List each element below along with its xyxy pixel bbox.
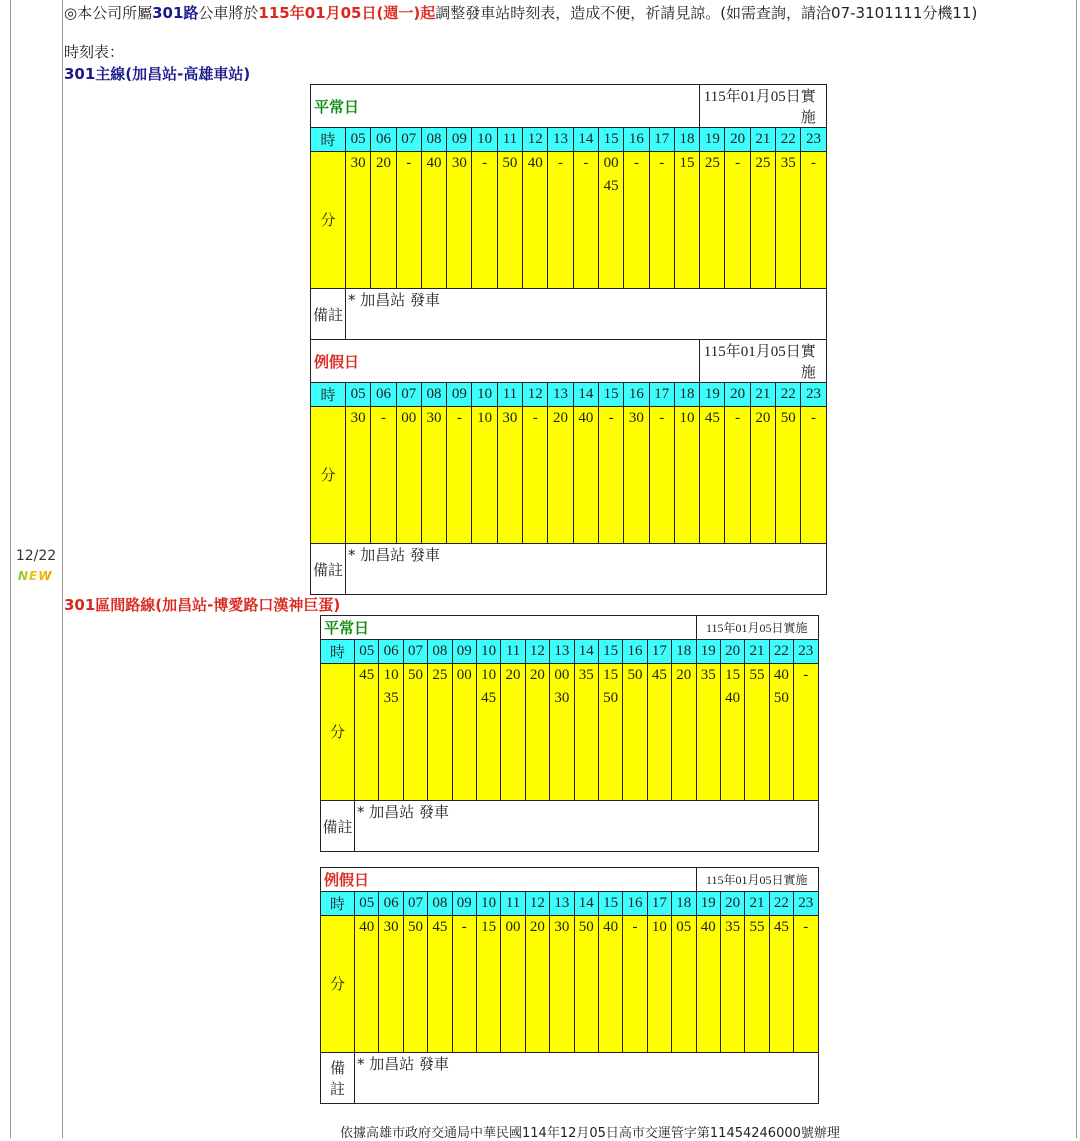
hour-cell: 05 [355,892,379,916]
minute-cell [598,664,622,801]
timetable-label: 時刻表： [64,43,125,61]
hour-cell: 12 [525,640,549,664]
left-border [10,0,11,1138]
minute-cell [573,407,598,544]
minute-cell [548,152,573,289]
minute-cell [776,407,801,544]
departure-minute: 35 [578,667,594,683]
minute-cell [476,916,500,1053]
minute-cell [649,152,674,289]
timetable-main-holiday [310,339,827,595]
minute-cell [379,916,403,1053]
departure-minute: 00 [554,667,570,683]
minute-cell [421,152,446,289]
hour-cell: 21 [745,640,769,664]
departure-minute: 10 [651,919,667,935]
departure-minute: 10 [481,667,497,683]
hour-cell: 18 [674,128,699,152]
hour-cell: 21 [750,128,775,152]
departure-minute: - [406,155,412,171]
minute-cell [776,152,801,289]
hour-cell: 11 [497,128,522,152]
day-type: 平常日 [321,616,697,640]
minute-cell [720,916,744,1053]
departure-minute: - [659,155,665,171]
departure-minute: - [632,919,638,935]
minute-cell [750,407,775,544]
departure-minute: 45 [359,667,375,683]
departure-minute: - [461,919,467,935]
hour-cell: 23 [794,892,818,916]
remark-text: * 加昌站 發車 [355,801,819,852]
hour-cell: 12 [523,128,548,152]
minute-cell [548,407,573,544]
minute-cell [371,407,396,544]
remark-text: * 加昌站 發車 [355,1053,819,1104]
minute-cell [421,407,446,544]
minute-cell [750,152,775,289]
remark-text: * 加昌站 發車 [346,544,827,595]
departure-minute: 45 [704,410,720,426]
hour-cell: 07 [403,892,427,916]
hour-cell: 17 [649,128,674,152]
minute-cell [700,407,725,544]
hour-cell: 23 [801,128,826,152]
hour-cell: 19 [696,640,720,664]
minute-cell [550,664,574,801]
minute-cell [525,664,549,801]
departure-minute: - [608,410,614,426]
minute-cell [696,916,720,1053]
departure-minute: 40 [578,410,594,426]
departure-minute: 15 [725,667,741,683]
departure-minute: 20 [676,667,692,683]
hour-cell: 16 [624,128,649,152]
hour-cell: 13 [548,128,573,152]
hour-cell: 13 [550,640,574,664]
effective-date: 115年01月05日實施 [700,340,827,383]
departure-minute: 40 [700,919,716,935]
day-type: 平常日 [311,85,700,128]
hour-cell: 05 [355,640,379,664]
minute-cell [696,664,720,801]
departure-minute: 50 [627,667,643,683]
minute-cell [624,152,649,289]
minute-cell [801,152,826,289]
hour-cell: 19 [700,128,725,152]
remark-label: 備註 [311,289,346,340]
hour-label: 時 [321,892,355,916]
departure-minute: 30 [426,410,442,426]
hour-cell: 08 [428,640,452,664]
departure-minute: - [735,410,741,426]
hour-cell: 16 [623,640,647,664]
minute-cell [379,664,403,801]
route-title-main: 301主線(加昌站-高雄車站) [64,65,251,83]
minute-cell [573,152,598,289]
departure-minute: 00 [456,667,472,683]
minute-cell [525,916,549,1053]
departure-minute: 50 [578,919,594,935]
departure-minute: - [583,155,589,171]
hour-cell: 05 [346,383,371,407]
effective-date: 115年01月05日實施 [696,868,818,892]
minute-cell [346,407,371,544]
hour-cell: 09 [447,128,472,152]
minute-cell [447,152,472,289]
minute-cell [447,407,472,544]
minute-cell [647,664,671,801]
minute-cell [523,407,548,544]
hour-cell: 15 [598,892,622,916]
hour-cell: 14 [574,640,598,664]
minute-cell [472,152,497,289]
timetable-main-weekday [310,84,827,340]
minute-cell [523,152,548,289]
departure-minute: 15 [481,919,497,935]
notice-route: 301路 [152,4,199,22]
departure-minute: 20 [755,410,771,426]
departure-minute: 35 [383,690,399,706]
departure-minute: 35 [780,155,796,171]
hour-cell: 06 [379,640,403,664]
minute-cell [725,152,750,289]
hour-cell: 17 [649,383,674,407]
hour-cell: 07 [403,640,427,664]
minute-cell [623,664,647,801]
departure-minute: 30 [350,410,366,426]
departure-minute: 20 [529,667,545,683]
minute-cell [794,664,818,801]
minute-cell [647,916,671,1053]
minute-cell [428,916,452,1053]
hour-label: 時 [311,128,346,152]
minute-cell [452,664,476,801]
departure-minute: 40 [527,155,543,171]
departure-minute: 00 [603,155,619,171]
minute-cell [574,916,598,1053]
hour-cell: 11 [501,640,525,664]
hour-cell: 05 [346,128,371,152]
departure-minute: 45 [432,919,448,935]
minute-cell [674,407,699,544]
departure-minute: 45 [651,667,667,683]
hour-cell: 15 [598,128,623,152]
minute-cell [497,152,522,289]
minute-cell [396,407,421,544]
timetable-interval-weekday [320,615,819,852]
minute-label: 分 [311,407,346,544]
hour-cell: 12 [523,383,548,407]
minute-cell [745,916,769,1053]
hour-cell: 19 [700,383,725,407]
effective-date: 115年01月05日實施 [700,85,827,128]
departure-minute: 35 [700,667,716,683]
hour-cell: 18 [674,383,699,407]
departure-minute: 30 [554,919,570,935]
post-date: 12/22 [15,548,57,564]
hour-cell: 22 [769,640,793,664]
hour-cell: 09 [447,383,472,407]
notice-part: ◎本公司所屬 [64,4,153,22]
departure-minute: 30 [554,690,570,706]
minute-cell [497,407,522,544]
hour-cell: 13 [550,892,574,916]
minute-cell [598,407,623,544]
minute-cell [769,916,793,1053]
departure-minute: - [659,410,665,426]
departure-minute: 00 [505,919,521,935]
departure-minute: 15 [679,155,695,171]
route-title-interval: 301區間路線(加昌站-博愛路口漢神巨蛋) [64,596,341,614]
departure-minute: - [803,919,809,935]
minute-cell [623,916,647,1053]
departure-minute: 05 [676,919,692,935]
departure-minute: - [456,410,462,426]
hour-cell: 13 [548,383,573,407]
hour-cell: 23 [801,383,826,407]
minute-cell [472,407,497,544]
minute-cell [501,916,525,1053]
minute-label: 分 [321,916,355,1053]
hour-cell: 06 [371,383,396,407]
departure-minute: 20 [529,919,545,935]
column-divider [62,0,63,1138]
hour-label: 時 [321,640,355,664]
minute-cell [396,152,421,289]
minute-cell [403,916,427,1053]
departure-minute: - [633,155,639,171]
hour-cell: 08 [421,128,446,152]
hour-cell: 14 [573,383,598,407]
departure-minute: - [532,410,538,426]
hour-cell: 17 [647,892,671,916]
departure-minute: 50 [407,919,423,935]
departure-minute: 45 [773,919,789,935]
departure-minute: 20 [375,155,391,171]
departure-minute: 30 [502,410,518,426]
day-type: 例假日 [311,340,700,383]
minute-cell [674,152,699,289]
hour-cell: 15 [598,383,623,407]
departure-minute: 40 [603,919,619,935]
departure-minute: 30 [350,155,366,171]
hour-cell: 16 [623,892,647,916]
effective-date: 115年01月05日實施 [696,616,818,640]
hour-cell: 12 [525,892,549,916]
minute-cell [794,916,818,1053]
hour-cell: 10 [476,892,500,916]
minute-label: 分 [311,152,346,289]
departure-minute: 10 [383,667,399,683]
notice-text [64,2,977,23]
hour-cell: 20 [720,640,744,664]
minute-cell [672,916,696,1053]
minute-cell [371,152,396,289]
hour-cell: 17 [647,640,671,664]
departure-minute: - [735,155,741,171]
hour-cell: 19 [696,892,720,916]
remark-label: 備註 [311,544,346,595]
remark-label: 備註 [321,801,355,852]
departure-minute: 55 [749,919,765,935]
departure-minute: 45 [603,178,619,194]
hour-label: 時 [311,383,346,407]
departure-minute: 25 [755,155,771,171]
departure-minute: 40 [426,155,442,171]
hour-cell: 10 [472,383,497,407]
hour-cell: 18 [672,892,696,916]
departure-minute: 20 [553,410,569,426]
minute-cell [403,664,427,801]
departure-minute: 20 [505,667,521,683]
minute-cell [769,664,793,801]
departure-minute: 30 [451,155,467,171]
notice-date: 115年01月05日(週一)起 [258,4,436,22]
minute-cell [452,916,476,1053]
departure-minute: 40 [725,690,741,706]
new-badge-icon: NEW [18,569,53,583]
minute-cell [346,152,371,289]
hour-cell: 23 [794,640,818,664]
hour-cell: 21 [750,383,775,407]
minute-cell [672,664,696,801]
notice-part: 公車將於 [198,4,259,22]
minute-cell [720,664,744,801]
hour-cell: 07 [396,383,421,407]
departure-minute: 40 [773,667,789,683]
departure-minute: 50 [502,155,518,171]
hour-cell: 16 [624,383,649,407]
hour-cell: 15 [598,640,622,664]
departure-minute: 30 [383,919,399,935]
departure-minute: - [482,155,488,171]
minute-cell [700,152,725,289]
departure-minute: - [811,410,817,426]
departure-minute: 30 [628,410,644,426]
hour-cell: 22 [776,128,801,152]
hour-cell: 18 [672,640,696,664]
minute-cell [649,407,674,544]
notice-part: 調整發車站時刻表，造成不便，祈請見諒。(如需查詢，請洽07-3101111分機11) [435,4,978,22]
hour-cell: 22 [776,383,801,407]
departure-minute: - [811,155,817,171]
hour-cell: 20 [725,128,750,152]
departure-minute: 00 [401,410,417,426]
minute-label: 分 [321,664,355,801]
minute-cell [355,664,379,801]
right-border [1076,0,1077,1138]
departure-minute: 10 [477,410,493,426]
hour-cell: 10 [472,128,497,152]
departure-minute: 50 [407,667,423,683]
minute-cell [801,407,826,544]
remark-text: * 加昌站 發車 [346,289,827,340]
hour-cell: 09 [452,892,476,916]
departure-minute: - [558,155,564,171]
hour-cell: 21 [745,892,769,916]
hour-cell: 06 [371,128,396,152]
minute-cell [624,407,649,544]
departure-minute: 10 [679,410,695,426]
minute-cell [745,664,769,801]
departure-minute: 40 [359,919,375,935]
departure-minute: 25 [704,155,720,171]
hour-cell: 09 [452,640,476,664]
hour-cell: 20 [725,383,750,407]
minute-cell [355,916,379,1053]
hour-cell: 22 [769,892,793,916]
minute-cell [598,152,623,289]
departure-minute: 50 [773,690,789,706]
minute-cell [598,916,622,1053]
hour-cell: 14 [574,892,598,916]
day-type: 例假日 [321,868,697,892]
hour-cell: 11 [497,383,522,407]
hour-cell: 07 [396,128,421,152]
minute-cell [501,664,525,801]
timetable-interval-holiday [320,867,819,1104]
hour-cell: 14 [573,128,598,152]
departure-minute: - [803,667,809,683]
hour-cell: 10 [476,640,500,664]
hour-cell: 08 [428,892,452,916]
minute-cell [476,664,500,801]
departure-minute: 15 [603,667,619,683]
hour-cell: 20 [720,892,744,916]
departure-minute: 55 [749,667,765,683]
minute-cell [725,407,750,544]
departure-minute: 25 [432,667,448,683]
departure-minute: 50 [780,410,796,426]
hour-cell: 08 [421,383,446,407]
hour-cell: 06 [379,892,403,916]
minute-cell [428,664,452,801]
remark-label: 備 註 [321,1053,355,1104]
departure-minute: 45 [481,690,497,706]
departure-minute: - [380,410,386,426]
departure-minute: 50 [603,690,619,706]
footer-note: 依據高雄市政府交通局中華民國114年12月05日高市交運管字第11454246000號辦理 [340,1126,840,1141]
hour-cell: 11 [501,892,525,916]
departure-minute: 35 [725,919,741,935]
minute-cell [574,664,598,801]
minute-cell [550,916,574,1053]
